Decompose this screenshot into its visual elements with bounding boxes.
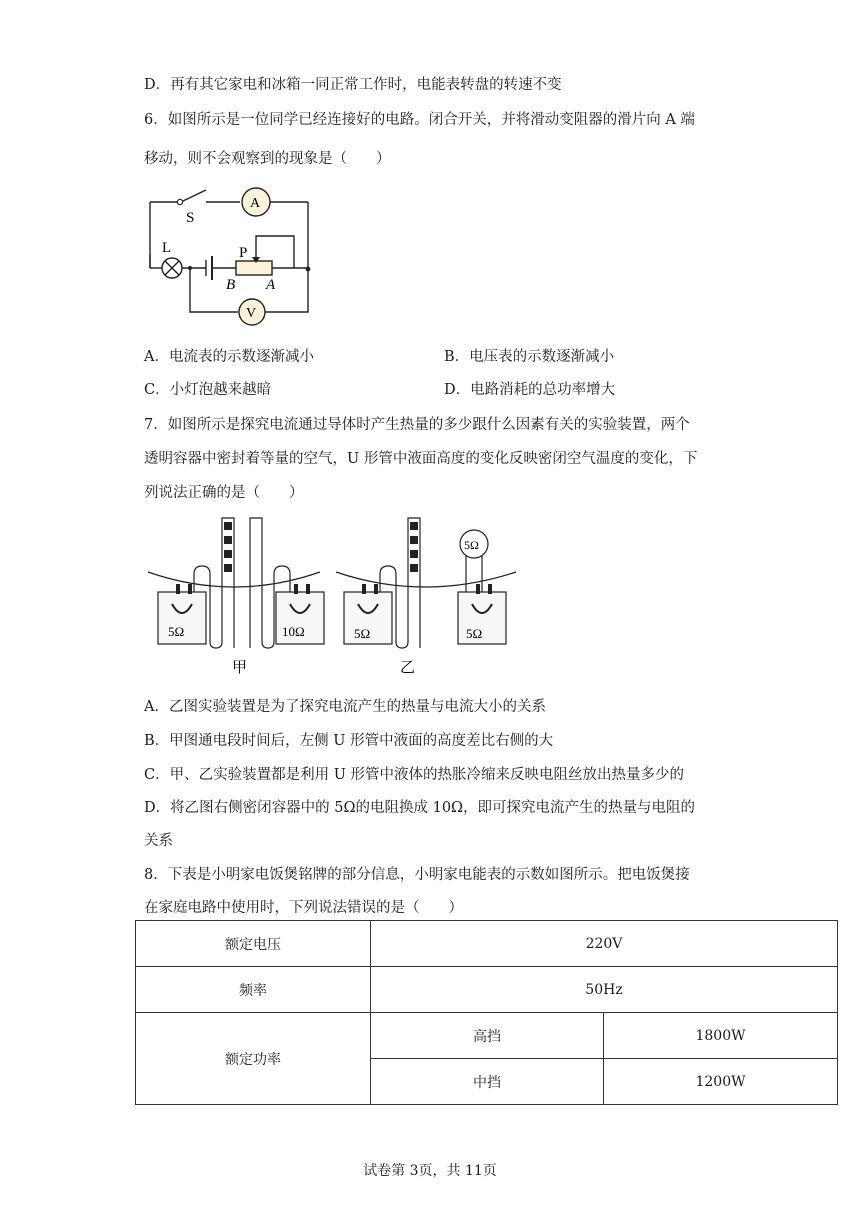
q7-label-5ohm-top: 5Ω (464, 538, 479, 552)
q7-label-jia: 甲 (232, 658, 248, 676)
q6-label-s: S (186, 210, 195, 226)
q7-label-5ohm-a: 5Ω (168, 624, 185, 639)
q6-option-d: D．电路消耗的总功率增大 (444, 382, 616, 398)
table-cell: 额定电压 (136, 921, 371, 967)
q7-option-b: B．甲图通电段时间后，左侧 U 形管中液面的高度差比右侧的大 (144, 733, 554, 749)
q6-label-p: P (239, 245, 248, 261)
table-row (136, 967, 838, 1013)
q5-option-d: D．再有其它家电和冰箱一同正常工作时，电能表转盘的转速不变 (144, 77, 562, 93)
q6-circuit-diagram (140, 180, 330, 330)
table-cell: 50Hz (371, 967, 838, 1013)
q7-option-d-line1: D．将乙图右侧密闭容器中的 5Ω的电阻换成 10Ω，即可探究电流产生的热量与电阻的 (144, 800, 696, 816)
q7-label-5ohm-c: 5Ω (466, 626, 483, 641)
q8-stem-line1: 8．下表是小明家电饭煲铭牌的部分信息，小明家电能表的示数如图所示。把电饭煲接 (144, 867, 690, 883)
rice-cooker-spec-table (135, 920, 838, 1105)
q7-label-yi: 乙 (400, 658, 416, 676)
page-footer: 试卷第 3页，共 11页 (363, 1163, 497, 1179)
table-cell: 中挡 (371, 1059, 604, 1105)
table-row (136, 921, 838, 967)
q6-label-l: L (162, 240, 172, 256)
q7-stem-line2: 透明容器中密封着等量的空气，U 形管中液面高度的变化反映密闭空气温度的变化，下 (144, 451, 698, 467)
q7-option-a: A．乙图实验装置是为了探究电流产生的热量与电流大小的关系 (144, 699, 546, 715)
q6-label-b: B (226, 277, 236, 293)
q6-stem-line1: 6．如图所示是一位同学已经连接好的电路。闭合开关，并将滑动变阻器的滑片向 A 端 (144, 112, 695, 128)
q7-label-10ohm: 10Ω (282, 624, 305, 639)
q7-label-5ohm-b: 5Ω (354, 626, 371, 641)
table-cell: 1200W (604, 1059, 838, 1105)
q6-option-b: B．电压表的示数逐渐减小 (444, 349, 615, 365)
q6-option-c: C．小灯泡越来越暗 (144, 382, 272, 398)
q8-stem-line2: 在家庭电路中使用时，下列说法错误的是（ ） (144, 900, 463, 916)
table-row (136, 1013, 838, 1059)
table-cell: 频率 (136, 967, 371, 1013)
table-cell: 220V (371, 921, 838, 967)
q7-apparatus-diagram (144, 512, 524, 682)
q7-option-d-line2: 关系 (144, 833, 173, 849)
q6-label-voltmeter: V (246, 306, 257, 321)
table-cell: 1800W (604, 1013, 838, 1059)
table-cell: 高挡 (371, 1013, 604, 1059)
q6-label-ammeter: A (250, 196, 261, 211)
q6-label-a-end: A (266, 277, 276, 293)
table-cell: 额定功率 (136, 1013, 371, 1105)
q6-stem-line2: 移动，则不会观察到的现象是（ ） (144, 151, 391, 167)
q6-option-a: A．电流表的示数逐渐减小 (144, 349, 314, 365)
q7-stem-line1: 7．如图所示是探究电流通过导体时产生热量的多少跟什么因素有关的实验装置，两个 (144, 417, 690, 433)
q7-stem-line3: 列说法正确的是（ ） (144, 485, 304, 501)
q7-option-c: C．甲、乙实验装置都是利用 U 形管中液体的热胀冷缩来反映电阻丝放出热量多少的 (144, 767, 685, 783)
